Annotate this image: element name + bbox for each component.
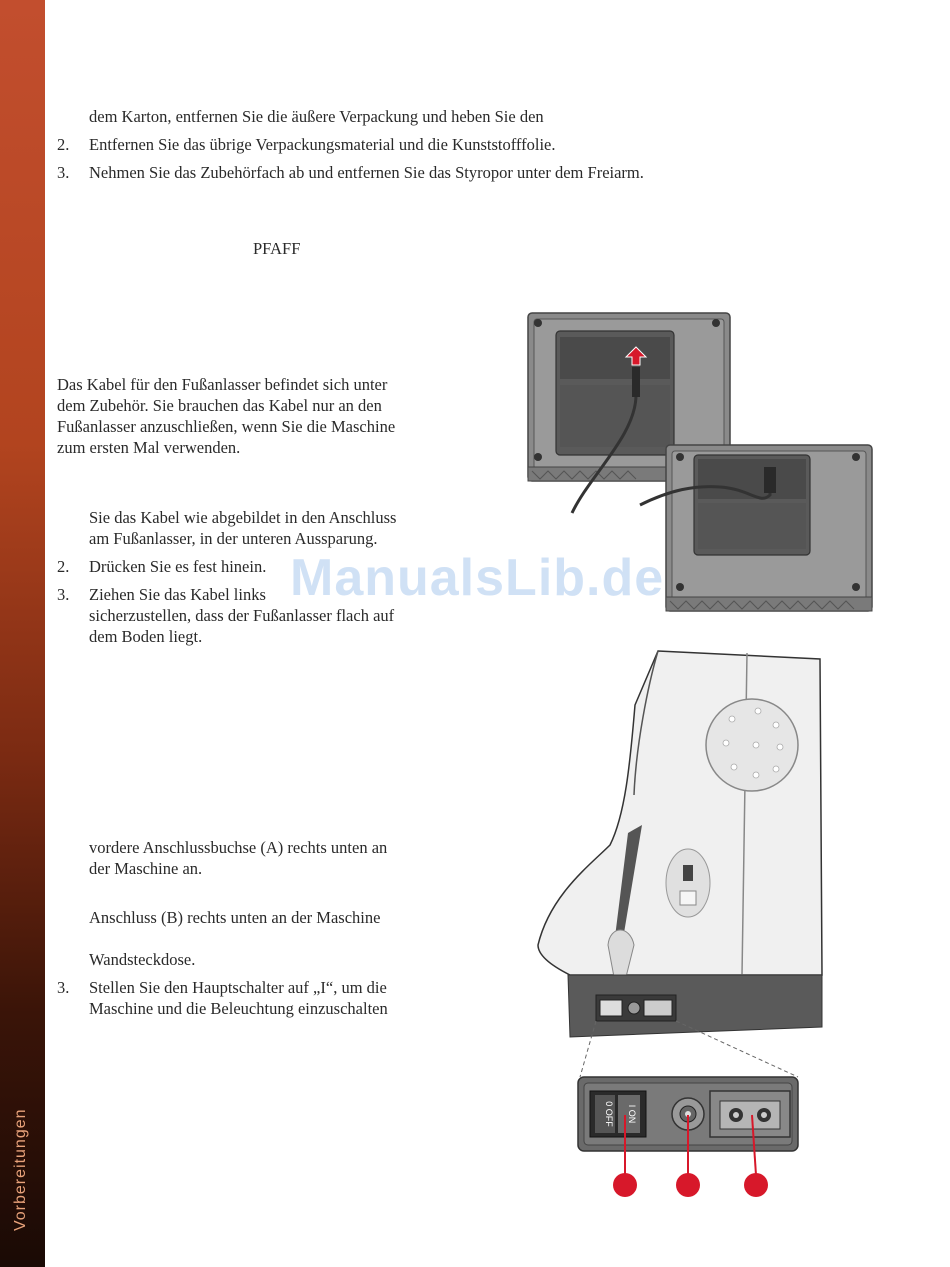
- section-sidebar: [0, 0, 45, 1267]
- switch-on-label: I ON: [627, 1104, 637, 1124]
- step-text: Drücken Sie es fest hinein.: [89, 557, 267, 576]
- sewing-machine-illustration: [530, 645, 830, 1200]
- watermark: ManualsLib.de: [290, 549, 665, 607]
- step-text: Anschluss (B) rechts unten an der Maschine: [89, 908, 381, 927]
- marker-dot: [613, 1173, 637, 1197]
- step-number: 3.: [57, 585, 70, 604]
- step-text: Sie das Kabel wie abgebildet in den Anschluss: [89, 508, 397, 527]
- step-text: vordere Anschlussbuchse (A) rechts unten an: [89, 838, 388, 857]
- step-text: am Fußanlasser, in der unteren Aussparung.: [89, 529, 378, 548]
- section-label: Vorbereitungen: [12, 1108, 29, 1231]
- switch-off-label: 0 OFF: [604, 1101, 614, 1127]
- cable-paragraph-line: Das Kabel für den Fußanlasser befindet sich unter: [57, 375, 388, 394]
- marker-dot: [744, 1173, 768, 1197]
- step-text: Maschine und die Beleuchtung einzuschalten: [89, 999, 388, 1018]
- step-number: 2.: [57, 557, 70, 576]
- cable-paragraph-line: Fußanlasser anzuschließen, wenn Sie die Maschine: [57, 417, 396, 436]
- cable-paragraph-line: dem Zubehör. Sie brauchen das Kabel nur an den: [57, 396, 382, 415]
- step-text: sicherzustellen, dass der Fußanlasser flach auf: [89, 606, 395, 625]
- step-text: Entfernen Sie das übrige Verpackungsmaterial und die Kunststofffolie.: [89, 135, 556, 154]
- intro-line: dem Karton, entfernen Sie die äußere Verpackung und heben Sie den: [89, 107, 544, 126]
- marker-dot: [676, 1173, 700, 1197]
- handwheel: [706, 699, 798, 791]
- step-text: Stellen Sie den Hauptschalter auf „I“, um die: [89, 978, 387, 997]
- step-text: dem Boden liegt.: [89, 627, 203, 646]
- step-number: 2.: [57, 135, 70, 154]
- brand-text: PFAFF: [253, 239, 301, 258]
- cable-paragraph-line: zum ersten Mal verwenden.: [57, 438, 241, 457]
- step-text: Wandsteckdose.: [89, 950, 196, 969]
- step-text: Ziehen Sie das Kabel links: [89, 585, 266, 604]
- step-number: 3.: [57, 163, 70, 182]
- step-number: 3.: [57, 978, 70, 997]
- step-text: Nehmen Sie das Zubehörfach ab und entfernen Sie das Styropor unter dem Freiarm.: [89, 163, 644, 182]
- step-text: der Maschine an.: [89, 859, 203, 878]
